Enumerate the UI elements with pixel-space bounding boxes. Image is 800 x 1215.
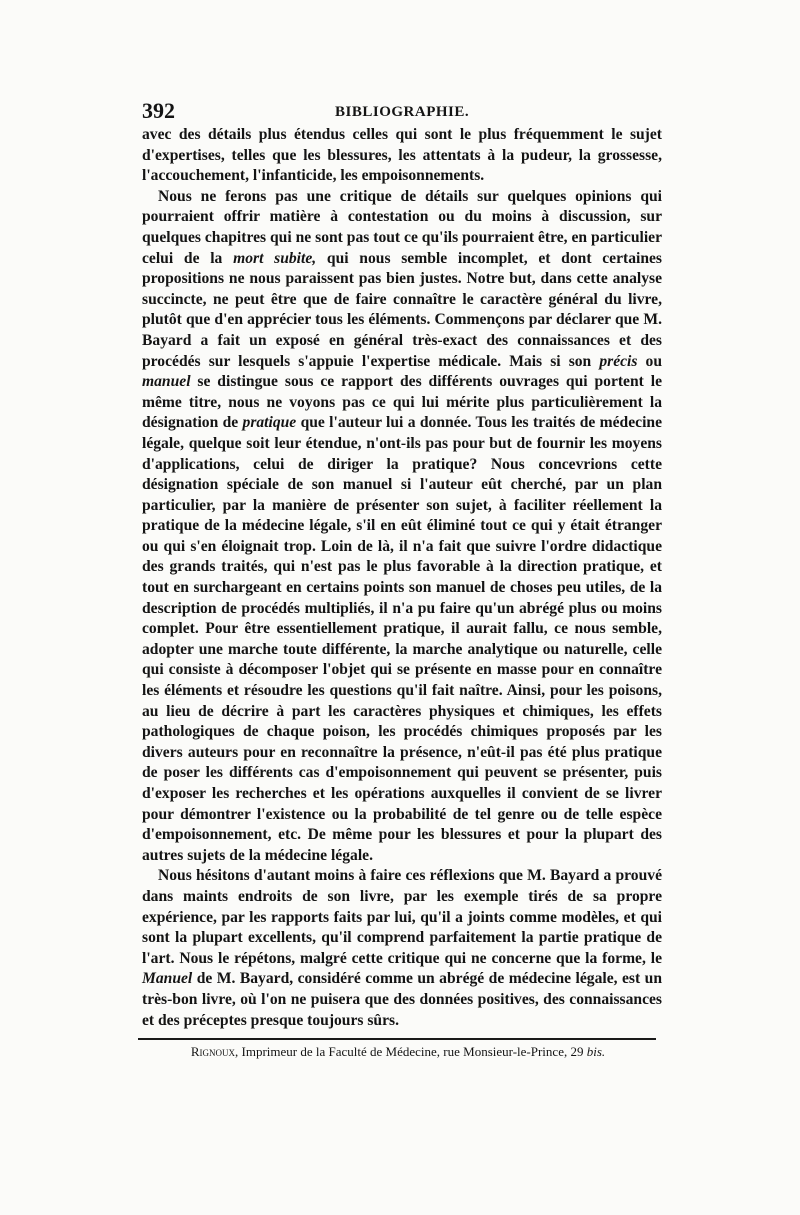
page-header: [142, 98, 662, 128]
term-mort-subite: mort subite,: [233, 249, 317, 267]
term-pratique: pratique: [242, 414, 297, 432]
running-head: BIBLIOGRAPHIE.: [335, 104, 470, 120]
paragraph-3: Nous hésitons d'autant moins à faire ces réflexions que M. Bayard a prouvé dans maints endroits de son livre, par les exemple tirés de sa propre expérience, par les rapports faits par lui, qu'il a joints comme modèles, et qui sont la plupart excellents, qu'il comprend parfaitement la partie pratique de l'art. Nous le répétons, malgré cette critique qui ne concerne que la forme, le Manuel de M. Bayard, considéré comme un abrégé de médecine légale, est un très-bon livre, où l'on ne puisera que des données positives, des connaissances et des préceptes presque toujours sûrs.: [142, 867, 662, 1029]
paragraph-2: Nous ne ferons pas une critique de détails sur quelques opinions qui pourraient offrir matière à contestation ou du moins à discussion, sur quelques chapitres qui ne sont pas tout ce qu'ils pourraient être, en particulier celui de la mort subite, qui nous semble incomplet, et dont certaines propositions ne nous paraissent pas bien justes. Notre but, dans cette analyse succincte, ne peut être que de faire connaître le caractère général du livre, plutôt que d'en apprécier tous les éléments. Commençons par déclarer que M. Bayard a fait un exposé en général très-exact des connaissances et des procédés sur lesquels s'appuie l'expertise médicale. Mais si son précis ou manuel se distingue sous ce rapport des différents ouvrages qui portent le même titre, nous ne voyons pas ce qui lui mérite plus particulièrement la désignation de pratique que l'auteur lui a donnée. Tous les traités de médecine légale, quelque soit leur étendue, n'ont-ils pas pour but de fournir les moyens d'applications, celui de diriger la pratique? Nous concevrions cette désignation spéciale de son manuel si l'auteur eût cherché, par un plan particulier, par la manière de présenter son sujet, à faciliter réellement la pratique de la médecine légale, s'il en eût éliminé tout ce qui y était étranger ou qui s'en éloignait trop. Loin de là, il n'a fait que suivre l'ordre didactique des grands traités, qui n'est pas le plus favorable à la direction pratique, et tout en surchargeant en certains points son manuel de choses peu utiles, de la description de procédés multipliés, il n'a pu faire qu'un abrégé plus ou moins complet. Pour être essentiellement pratique, il aurait fallu, ce nous semble, adopter une marche toute différente, la marche analytique ou naturelle, celle qui consiste à décomposer l'objet qui se présente en masse pour en connaître les éléments et résoudre les questions qu'il fait naître. Ainsi, pour les poisons, au lieu de décrire à part les caractères physiques et chimiques, les effets pathologiques de chaque poison, les procédés chimiques proposés par les divers auteurs pour en reconnaître la présence, n'eût-il pas été plus pratique de poser les différents cas d'empoisonnement qui peuvent se présenter, puis d'exposer les recherches et les opérations auxquelles il convient de se livrer pour démontrer l'existence ou la probabilité de tel genre ou de telle espèce d'empoisonnement, etc. De même pour les blessures et pour la plupart des autres sujets de la médecine légale.: [142, 187, 662, 864]
page-number: 392: [142, 98, 175, 123]
printer-imprint: Rignoux, Imprimeur de la Faculté de Médecine, rue Monsieur-le-Prince, 29 bis.: [190, 1044, 606, 1059]
term-manuel-title: Manuel: [142, 970, 193, 988]
term-manuel: manuel: [142, 373, 191, 391]
paragraph-1: avec des détails plus étendus celles qui sont le plus fréquemment le sujet d'expertises, telles que les blessures, les attentats à la pudeur, la grossesse, l'accouchement, l'infanticide, les empoisonnements.: [142, 126, 662, 185]
footer-rule: [138, 1038, 656, 1040]
printer-name: Rignoux: [190, 1044, 236, 1059]
term-precis: précis: [599, 352, 638, 370]
body-text: [142, 125, 662, 1031]
